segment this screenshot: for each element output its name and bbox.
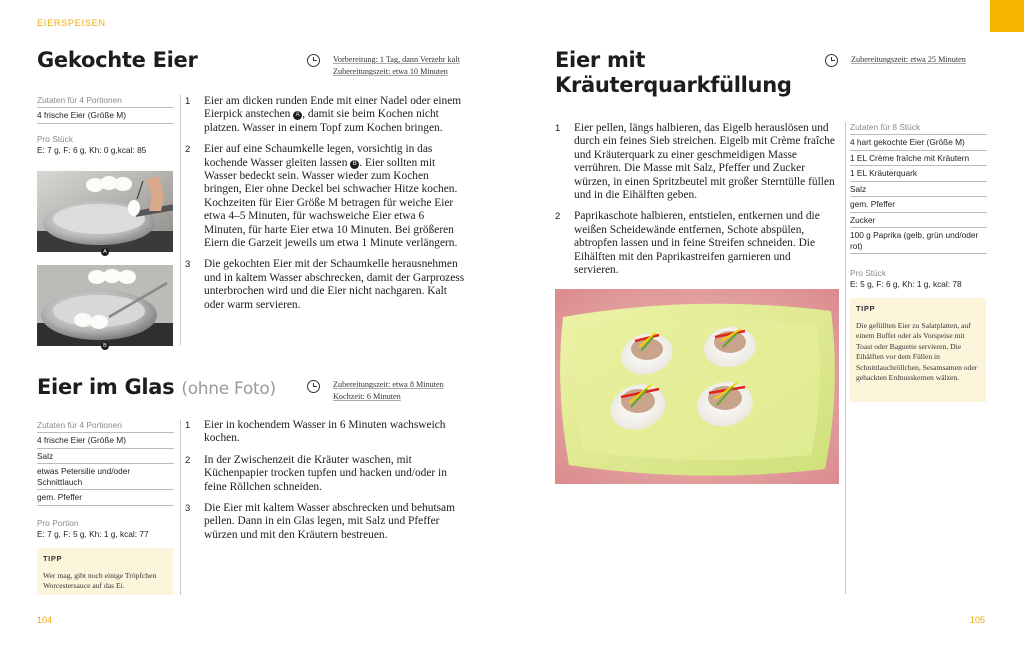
nutrition-label: Pro Portion bbox=[37, 517, 79, 528]
recipe1-title: Gekochte Eier bbox=[37, 48, 198, 72]
ingredient-item: etwas Petersilie und/oder Schnittlauch bbox=[37, 464, 174, 490]
recipe3-steps bbox=[555, 122, 838, 285]
page-number-right: 105 bbox=[970, 615, 986, 625]
nutrition-value: E: 5 g, F: 6 g, Kh: 1 g, kcal: 78 bbox=[850, 279, 962, 289]
ingredients-heading: Zutaten für 4 Portionen bbox=[37, 95, 174, 108]
ingredient-item: gem. Pfeffer bbox=[850, 197, 987, 213]
step-text: Eier auf eine Schaumkelle legen, vorsichtig in das kochende Wasser gleiten lassen bbox=[204, 143, 433, 169]
clock-icon bbox=[307, 54, 320, 67]
recipe3-tip bbox=[850, 298, 986, 402]
photo-tag-b: B bbox=[101, 342, 109, 350]
photo-ref-badge: B bbox=[350, 160, 359, 169]
photo-egg-piercing bbox=[37, 171, 173, 252]
photo-stuffed-eggs bbox=[555, 289, 839, 484]
ingredients-heading: Zutaten für 4 Portionen bbox=[37, 420, 174, 433]
nutrition-label: Pro Stück bbox=[37, 133, 73, 144]
ingredient-item: 4 frische Eier (Größe M) bbox=[37, 433, 174, 449]
ingredients-heading: Zutaten für 8 Stück bbox=[850, 122, 987, 135]
corner-tab bbox=[990, 0, 1024, 32]
column-divider bbox=[845, 122, 846, 594]
step-number: 3 bbox=[185, 503, 191, 515]
recipe2-ingredients bbox=[37, 420, 174, 539]
recipe1-steps bbox=[185, 95, 468, 320]
photo-ref-badge: A bbox=[293, 111, 302, 120]
step-text: Eier pellen, längs halbieren, das Eigelb herauslösen und durch ein feines Sieb streichen. Eigelb mit Crème fraîche und Kräuterquark zu einer geschmeidigen Masse verrühren. Die Masse mit Salz, Pfeffer und Zucker würzen, in einen Spritzbeutel mit großer Sterntülle füllen und in die Eihälften geben. bbox=[574, 122, 835, 202]
step-number: 1 bbox=[185, 96, 191, 107]
step-number: 3 bbox=[185, 259, 191, 271]
ingredient-item: 4 frische Eier (Größe M) bbox=[37, 108, 174, 124]
step-text: Die gekochten Eier mit der Schaumkelle herausnehmen und in kaltem Wasser abschrecken, damit der Garprozess unterbrochen wird und die Eier nicht nachgaren. Kalt oder warm servieren. bbox=[204, 258, 465, 311]
ingredient-item: gem. Pfeffer bbox=[37, 490, 174, 506]
recipe3-title-line: Eier mit bbox=[555, 48, 646, 72]
recipe3-time-info bbox=[851, 54, 966, 66]
nutrition-label: Pro Stück bbox=[850, 268, 886, 278]
ingredient-item: Salz bbox=[850, 182, 987, 198]
recipe1-ingredients bbox=[37, 95, 174, 155]
tip-text: Wer mag, gibt noch einige Tröpfchen Worcestersauce auf das Ei. bbox=[43, 570, 157, 590]
clock-icon bbox=[307, 380, 320, 393]
page-number-left: 104 bbox=[37, 615, 53, 625]
column-divider bbox=[180, 420, 181, 595]
time-line: Kochzeit: 6 Minuten bbox=[333, 391, 401, 401]
tip-heading: TIPP bbox=[43, 554, 63, 563]
recipe3-ingredients bbox=[850, 122, 987, 289]
column-divider bbox=[180, 95, 181, 345]
photo-tag-a: A bbox=[101, 248, 109, 256]
recipe3-title bbox=[555, 48, 792, 98]
tip-heading: TIPP bbox=[856, 304, 876, 313]
step-item bbox=[185, 143, 468, 250]
step-text: , damit sie beim Kochen nicht platzen. Wasser in einem Topf zum Kochen bringen. bbox=[204, 108, 443, 134]
recipe2-steps bbox=[185, 419, 465, 550]
step-text: . Eier sollten mit Wasser bedeckt sein. Wasser wieder zum Kochen bringen, Eier ohne Deckel bei schwacher Hitze kochen. Kochzeiten für Eier Größe M betragen für weiche Eier etwa 4–5 Minuten, für wachsweiche Eier etwa 6 Minuten, für harte Eier etwa 10 Minuten. Bei größeren Eiern die Garzeit jeweils um etwa 1 Minute verlängern. bbox=[204, 156, 458, 250]
time-line: Zubereitungszeit: etwa 10 Minuten bbox=[333, 66, 448, 76]
recipe2-title-note: (ohne Foto) bbox=[181, 379, 276, 399]
step-text: Eier in kochendem Wasser in 6 Minuten wachsweich kochen. bbox=[204, 419, 446, 445]
recipe2-tip bbox=[37, 548, 173, 595]
step-number: 1 bbox=[185, 420, 191, 431]
step-item bbox=[185, 502, 465, 542]
time-line: Zubereitungszeit: etwa 8 Minuten bbox=[333, 380, 444, 389]
step-item bbox=[185, 419, 465, 446]
step-item bbox=[555, 122, 838, 202]
section-label: EIERSPEISEN bbox=[37, 18, 106, 28]
tip-text: Die gefüllten Eier zu Salatplatten, auf einem Buffet oder als Vorspeise mit Toast oder Baguette servieren. Die Eihälften vor dem Füllen in Schnittlauchröllchen, Sesamsamen oder gehackten Erdnusskernen wälzen. bbox=[856, 320, 978, 382]
step-text: Paprikaschote halbieren, entstielen, entkernen und die weißen Scheidewände entfernen, Schote abspülen, abtropfen lassen und in feine Streifen schneiden. Die Eihälften mit den Paprikastreifen garnieren und servieren. bbox=[574, 210, 820, 277]
step-item bbox=[185, 95, 468, 135]
ingredient-item: 4 hart gekochte Eier (Größe M) bbox=[850, 135, 987, 151]
photo-egg-in-water bbox=[37, 265, 173, 346]
ingredient-item: 1 EL Crème fraîche mit Kräutern bbox=[850, 151, 987, 167]
step-text: Die Eier mit kaltem Wasser abschrecken und behutsam pellen. Dann in ein Glas legen, mit Salz und Pfeffer würzen und mit den Kräutern bestreuen. bbox=[204, 502, 455, 541]
ingredient-item: Salz bbox=[37, 449, 174, 465]
step-number: 2 bbox=[185, 454, 191, 466]
step-text: Eier am dicken runden Ende mit einer Nadel oder einem Eierpick anstechen bbox=[204, 95, 462, 121]
step-number: 2 bbox=[555, 211, 561, 223]
step-number: 2 bbox=[185, 144, 191, 156]
clock-icon bbox=[825, 54, 838, 67]
nutrition-value: E: 7 g, F: 6 g, Kh: 0 g,kcal: 85 bbox=[37, 144, 147, 155]
recipe1-time-info bbox=[333, 54, 460, 77]
ingredient-item: 100 g Paprika (gelb, grün und/oder rot) bbox=[850, 228, 987, 254]
recipe2-title bbox=[37, 375, 276, 402]
step-item bbox=[185, 258, 468, 312]
ingredient-item: Zucker bbox=[850, 213, 987, 229]
recipe2-time-info bbox=[333, 379, 444, 402]
ingredient-item: 1 EL Kräuterquark bbox=[850, 166, 987, 182]
time-line: Zubereitungszeit: etwa 25 Minuten bbox=[851, 55, 966, 64]
recipe2-title-text: Eier im Glas bbox=[37, 375, 175, 399]
time-line: Vorbereitung: 1 Tag, dann Verzehr kalt bbox=[333, 55, 460, 64]
nutrition-value: E: 7 g, F: 5 g, Kh: 1 g, kcal: 77 bbox=[37, 528, 149, 539]
step-item bbox=[555, 210, 838, 277]
step-number: 1 bbox=[555, 123, 561, 134]
step-item bbox=[185, 454, 465, 494]
step-text: In der Zwischenzeit die Kräuter waschen, mit Küchenpapier trocken tupfen und hacken und/oder in feine Röllchen schneiden. bbox=[204, 453, 447, 493]
recipe3-title-line: Kräuterquarkfüllung bbox=[555, 73, 792, 97]
